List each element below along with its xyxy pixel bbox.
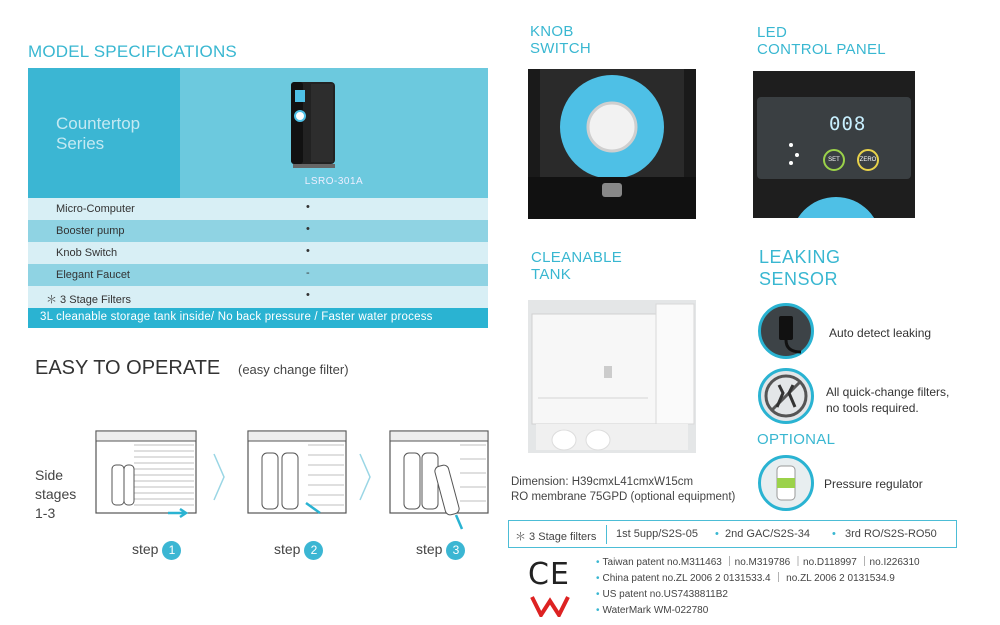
tank-heading (531, 249, 622, 283)
step-label: step (132, 541, 159, 558)
knob-heading-line-2: SWITCH (530, 40, 591, 57)
arrow-icon (212, 452, 228, 502)
spec-row-mark: • (306, 245, 310, 257)
led-display: 008 (829, 113, 867, 135)
optional-heading: OPTIONAL (757, 431, 836, 448)
spec-footer: 3L cleanable storage tank inside/ No back pressure / Faster water process (28, 308, 488, 328)
patent-line: • US patent no.US7438811B2 (596, 589, 728, 600)
step-number: 1 (162, 541, 181, 560)
tank-photo (528, 300, 696, 453)
step-2-illustration (238, 425, 358, 525)
regulator-icon (758, 455, 814, 511)
dimension-line-2: RO membrane 75GPD (optional equipment) (511, 491, 736, 503)
ce-mark: CE (528, 557, 570, 592)
led-indicator (789, 161, 793, 165)
led-heading-line-2: CONTROL PANEL (757, 41, 886, 58)
purifier-image (285, 78, 343, 170)
spec-row-mark: • (306, 201, 310, 213)
step-number: 2 (304, 541, 323, 560)
spec-row-label: Booster pump (56, 225, 125, 237)
series-name (56, 114, 140, 154)
patent-line: • Taiwan patent no.M311463 ｜no.M319786 ｜no.D118997 ｜no.I226310 (596, 557, 920, 568)
series-line-2: Series (56, 134, 105, 153)
spec-row (28, 198, 488, 220)
spec-row (28, 264, 488, 286)
filter-stages-label: ＊ 3 Stage filters (515, 531, 597, 543)
divider (606, 525, 607, 544)
knob-photo (528, 69, 696, 219)
step-label: step (274, 541, 301, 558)
filter-separator: • (832, 528, 836, 540)
watermark-logo (530, 595, 570, 617)
tank-heading-line-1: CLEANABLE (531, 249, 623, 266)
filter-stages-box (508, 520, 957, 548)
spec-row (28, 220, 488, 242)
sensor-icon (761, 306, 811, 356)
filters-text-line-1: All quick-change filters, (826, 385, 950, 399)
spec-row-mark: - (306, 267, 310, 279)
patent-line: • WaterMark WM-022780 (596, 605, 709, 616)
wrench-crossed-icon (761, 371, 811, 421)
dimension-line-1: Dimension: H39cmxL41cmxW15cm (511, 476, 694, 488)
leak-heading-line-2: SENSOR (759, 269, 839, 289)
series-panel (28, 68, 180, 198)
led-photo (753, 71, 915, 218)
side-stages-label (35, 466, 76, 523)
led-zero-button: ZERO (857, 149, 879, 171)
side-line-1: Side (35, 467, 64, 483)
spec-row-mark: • (306, 223, 310, 235)
filter-stage-3: 3rd RO/S2S-RO50 (845, 528, 937, 540)
leak-sensor-icon (758, 303, 814, 359)
spec-row (28, 286, 488, 308)
dimension-info (511, 475, 735, 505)
step-3-illustration (382, 425, 502, 535)
step-1 (132, 541, 181, 560)
filters-text (826, 384, 949, 416)
filters-text-line-2: no tools required. (826, 401, 919, 415)
patent-line: • China patent no.ZL 2006 2 0131533.4 ｜ no.ZL 2006 2 0131534.9 (596, 573, 895, 584)
spec-row-label: ＊ 3 Stage Filters (46, 294, 131, 306)
led-indicator (795, 153, 799, 157)
spec-table (28, 68, 488, 328)
side-line-2: stages (35, 486, 77, 502)
no-tools-icon (758, 368, 814, 424)
filter-stage-2: 2nd GAC/S2S-34 (725, 528, 810, 540)
pressure-regulator-icon (761, 458, 811, 508)
step-number: 3 (446, 541, 465, 560)
leak-heading (759, 246, 841, 290)
leak-heading-line-1: LEAKING (759, 247, 841, 267)
knob-heading (530, 23, 591, 57)
spec-row (28, 242, 488, 264)
led-set-button: SET (823, 149, 845, 171)
step-label: step (416, 541, 443, 558)
filter-separator: • (715, 528, 719, 540)
step-3 (416, 541, 465, 560)
step-1-illustration (88, 425, 208, 525)
easy-subtitle: (easy change filter) (238, 362, 349, 377)
step-2 (274, 541, 323, 560)
arrow-icon (358, 452, 374, 502)
filter-stage-1: 1st 5upp/S2S-05 (616, 528, 698, 540)
easy-title: EASY TO OPERATE (35, 357, 221, 379)
knob-heading-line-1: KNOB (530, 23, 574, 40)
leak-text: Auto detect leaking (829, 326, 932, 340)
spec-title: MODEL SPECIFICATIONS (28, 42, 237, 61)
tank-heading-line-2: TANK (531, 266, 572, 283)
product-panel (180, 68, 488, 198)
knob-edge (791, 197, 881, 218)
led-heading (757, 24, 886, 58)
patents-list (596, 555, 920, 619)
regulator-text: Pressure regulator (824, 477, 923, 491)
spec-row-label: Elegant Faucet (56, 269, 130, 281)
series-line-1: Countertop (56, 114, 141, 133)
spec-row-label: Knob Switch (56, 247, 118, 259)
model-name: LSRO-301A (304, 176, 364, 187)
led-indicator (789, 143, 793, 147)
led-heading-line-1: LED (757, 24, 788, 41)
side-line-3: 1-3 (35, 505, 56, 521)
spec-row-mark: • (306, 289, 310, 301)
spec-row-label: Micro-Computer (56, 203, 135, 215)
